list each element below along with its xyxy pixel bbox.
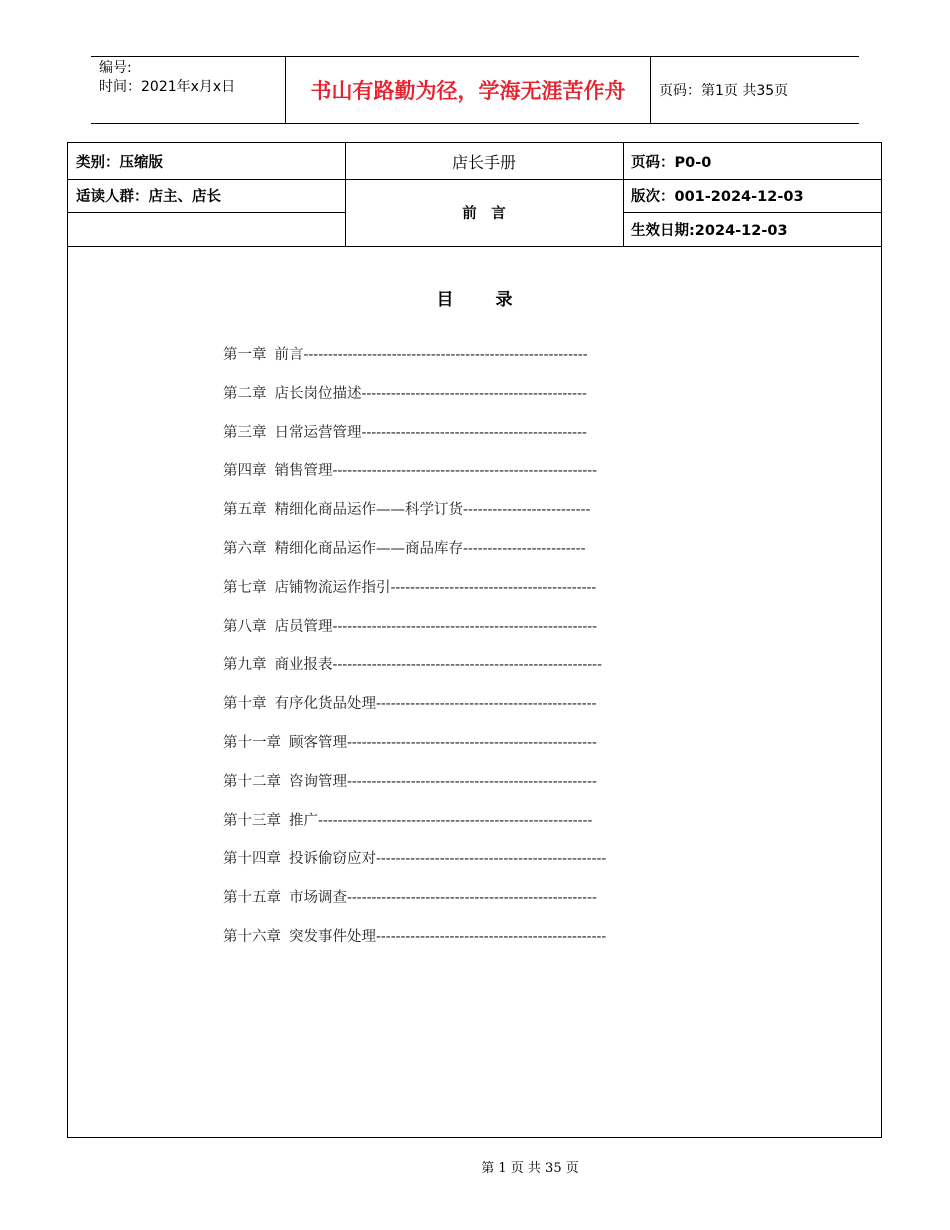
motto: 书山有路勤为径，学海无涯苦作舟 bbox=[286, 57, 651, 123]
toc-item[interactable] bbox=[223, 809, 643, 848]
toc-item[interactable] bbox=[223, 421, 643, 460]
toc-item[interactable] bbox=[223, 537, 643, 576]
toc-leader: -------------------------------------------------------- bbox=[318, 812, 593, 829]
toc-item[interactable] bbox=[223, 653, 643, 692]
toc-chapter-number: 第八章 bbox=[223, 618, 267, 635]
toc-item[interactable] bbox=[223, 886, 643, 925]
doc-title: 店长手册 bbox=[451, 152, 516, 172]
toc-item[interactable] bbox=[223, 498, 643, 537]
toc-item[interactable] bbox=[223, 576, 643, 615]
toc-chapter-title: 店长岗位描述 bbox=[274, 385, 362, 402]
toc-chapter-number: 第十四章 bbox=[223, 851, 281, 868]
toc-leader: -------------------------- bbox=[463, 502, 591, 519]
toc-chapter-number: 第十三章 bbox=[223, 812, 281, 829]
toc-chapter-title: 日常运营管理 bbox=[274, 424, 362, 441]
toc-leader: ---------------------------------------------- bbox=[361, 424, 587, 441]
number-label: 编号: bbox=[99, 60, 132, 76]
toc-chapter-title: 突发事件处理 bbox=[289, 928, 376, 945]
readers: 适读人群：店主、店长 bbox=[76, 189, 221, 205]
toc-chapter-number: 第十一章 bbox=[223, 734, 281, 751]
toc-item[interactable] bbox=[223, 459, 643, 498]
time-label: 时间：2021年x月x日 bbox=[99, 79, 236, 95]
toc-leader: ------------------------- bbox=[463, 540, 586, 557]
toc-chapter-number: 第九章 bbox=[223, 657, 267, 674]
effective-date: 生效日期:2024-12-03 bbox=[631, 222, 788, 239]
toc-chapter-title: 店铺物流运作指引 bbox=[274, 579, 391, 596]
toc-chapter-title: 投诉偷窃应对 bbox=[289, 851, 376, 868]
toc-chapter-title: 商业报表 bbox=[274, 657, 333, 674]
toc-leader: --------------------------------------------------- bbox=[347, 773, 597, 790]
toc-item[interactable] bbox=[223, 692, 643, 731]
header-page-code: 页码：第1页 共35页 bbox=[659, 83, 789, 99]
toc-chapter-number: 第四章 bbox=[223, 463, 267, 480]
toc-chapter-number: 第二章 bbox=[223, 385, 267, 402]
section-name: 前 言 bbox=[462, 206, 506, 222]
toc-chapter-title: 顾客管理 bbox=[289, 734, 347, 751]
doc-page-code: 页码：P0-0 bbox=[631, 154, 712, 171]
toc-chapter-number: 第一章 bbox=[223, 347, 267, 363]
toc-chapter-title: 精细化商品运作——商品库存 bbox=[274, 540, 463, 557]
toc-title: 目录 bbox=[436, 290, 555, 310]
document-box bbox=[67, 142, 882, 1138]
toc-chapter-number: 第十五章 bbox=[223, 890, 281, 907]
toc-leader: --------------------------------------------------- bbox=[347, 734, 597, 751]
toc-leader: ------------------------------------------------------ bbox=[332, 618, 598, 635]
page-header bbox=[91, 56, 859, 124]
toc-leader: ------------------------------------------ bbox=[390, 579, 597, 596]
toc-item[interactable] bbox=[223, 731, 643, 770]
toc-item[interactable] bbox=[223, 615, 643, 654]
toc-leader: --------------------------------------------- bbox=[376, 696, 597, 713]
toc-leader: ---------------------------------------------- bbox=[361, 385, 587, 402]
toc-chapter-number: 第五章 bbox=[223, 502, 267, 519]
toc-chapter-title: 前言 bbox=[274, 347, 304, 363]
toc-chapter-title: 有序化货品处理 bbox=[274, 696, 376, 713]
toc-chapter-title: 店员管理 bbox=[274, 618, 333, 635]
toc-leader: ------------------------------------------------------- bbox=[332, 657, 602, 674]
version: 版次：001-2024-12-03 bbox=[631, 189, 804, 205]
toc-chapter-number: 第三章 bbox=[223, 424, 267, 441]
toc-list bbox=[223, 343, 643, 964]
toc-chapter-title: 咨询管理 bbox=[289, 773, 347, 790]
toc-item[interactable] bbox=[223, 343, 643, 382]
doc-meta-table bbox=[68, 143, 881, 247]
toc-leader: ---------------------------------------------------------- bbox=[303, 347, 588, 363]
toc-leader: ----------------------------------------------- bbox=[376, 928, 607, 945]
toc-item[interactable] bbox=[223, 847, 643, 886]
toc-leader: ----------------------------------------------- bbox=[376, 851, 607, 868]
toc-chapter-number: 第七章 bbox=[223, 579, 267, 596]
toc-leader: --------------------------------------------------- bbox=[347, 890, 597, 907]
toc-chapter-number: 第十章 bbox=[223, 696, 267, 713]
toc-chapter-number: 第十二章 bbox=[223, 773, 281, 790]
toc-chapter-title: 销售管理 bbox=[274, 463, 333, 480]
toc-chapter-title: 市场调查 bbox=[289, 890, 347, 907]
toc-item[interactable] bbox=[223, 925, 643, 964]
toc-chapter-title: 精细化商品运作——科学订货 bbox=[274, 502, 463, 519]
toc-leader: ------------------------------------------------------ bbox=[332, 463, 598, 480]
page-footer: 第 1 页 共 35 页 bbox=[481, 1161, 579, 1176]
toc-item[interactable] bbox=[223, 770, 643, 809]
toc-item[interactable] bbox=[223, 382, 643, 421]
toc-chapter-number: 第十六章 bbox=[223, 928, 281, 945]
toc-chapter-number: 第六章 bbox=[223, 540, 267, 557]
header-meta-cell bbox=[91, 57, 286, 123]
category: 类别：压缩版 bbox=[76, 154, 163, 171]
toc-chapter-title: 推广 bbox=[289, 812, 318, 829]
